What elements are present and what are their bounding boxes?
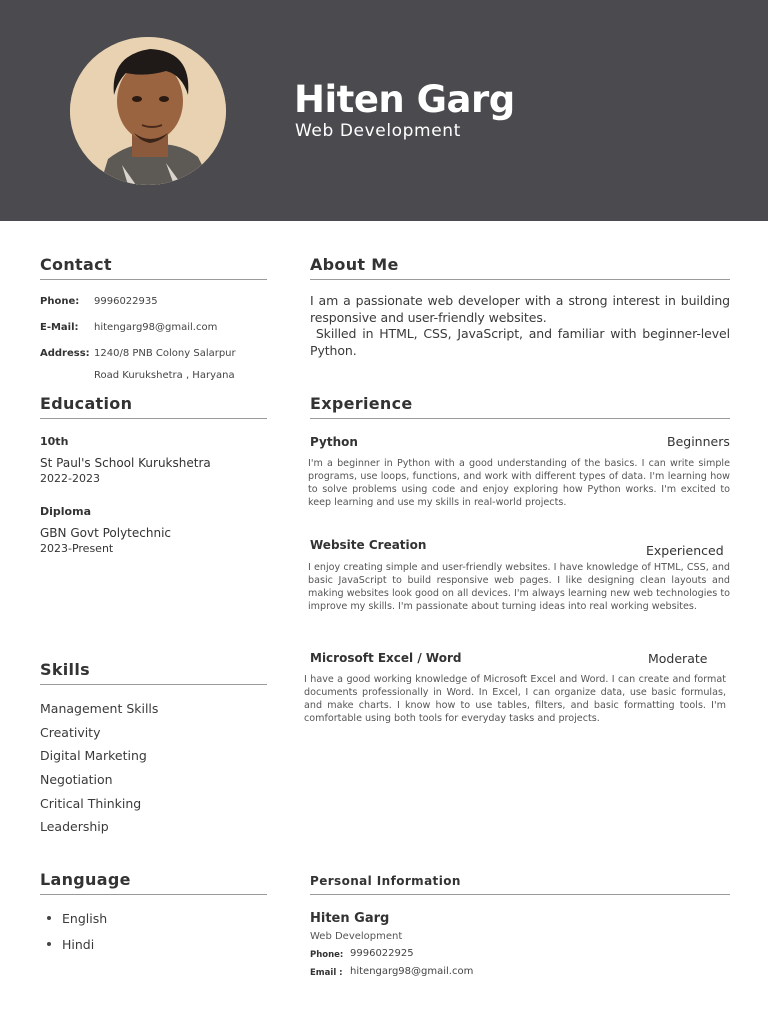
skill-item: Management Skills [40, 701, 159, 716]
education-level: 10th [40, 435, 69, 448]
contact-phone-value: 9996022935 [94, 296, 158, 307]
personal-info-title: Personal Information [310, 874, 461, 888]
skill-item: Leadership [40, 819, 109, 834]
bullet-icon [47, 942, 51, 946]
experience-item-level: Moderate [648, 651, 708, 666]
language-divider [40, 894, 267, 895]
education-school: St Paul's School Kurukshetra [40, 456, 211, 470]
profile-photo-icon [70, 37, 226, 185]
education-years: 2022-2023 [40, 472, 100, 485]
personal-email-value: hitengarg98@gmail.com [350, 966, 474, 977]
contact-title: Contact [40, 255, 112, 274]
personal-phone-value: 9996022925 [350, 948, 414, 959]
about-title: About Me [310, 255, 399, 274]
experience-item-title: Website Creation [310, 538, 427, 552]
experience-item-desc: I'm a beginner in Python with a good understanding of the basics. I can write simple programs, use loops, functions, and work with different types of data. I'm learning how to solve problems using code and enjoy exploring how Python works. I'm excited to keep learning and use my skills in real-world projects. [308, 458, 730, 508]
header-banner [0, 0, 768, 221]
contact-divider [40, 279, 267, 280]
about-text-line: Skilled in HTML, CSS, JavaScript, and familiar with beginner-level Python. [310, 326, 734, 358]
skills-title: Skills [40, 660, 90, 679]
language-item: Hindi [62, 937, 95, 952]
education-divider [40, 418, 267, 419]
language-title: Language [40, 870, 131, 889]
contact-address-label: Address: [40, 348, 90, 359]
skill-item: Digital Marketing [40, 748, 147, 763]
personal-email-label: Email : [310, 968, 343, 978]
contact-email-label: E-Mail: [40, 322, 79, 333]
experience-item-level: Experienced [646, 543, 724, 558]
contact-address-line2: Road Kurukshetra , Haryana [94, 370, 235, 381]
about-text [310, 293, 734, 359]
education-school: GBN Govt Polytechnic [40, 526, 171, 540]
skill-item: Creativity [40, 725, 101, 740]
experience-divider [310, 418, 730, 419]
bullet-icon [47, 916, 51, 920]
education-level: Diploma [40, 505, 91, 518]
experience-item-level: Beginners [667, 434, 730, 449]
skills-divider [40, 684, 267, 685]
contact-address-line1: 1240/8 PNB Colony Salarpur [94, 348, 236, 359]
contact-phone-label: Phone: [40, 296, 80, 307]
education-years: 2023-Present [40, 542, 114, 555]
header-name: Hiten Garg [294, 78, 515, 121]
contact-email-value: hitengarg98@gmail.com [94, 322, 218, 333]
personal-info-divider [310, 894, 730, 895]
about-text-line: I am a passionate web developer with a strong interest in building responsive and user-friendly websites. [310, 293, 730, 325]
education-title: Education [40, 394, 133, 413]
personal-name: Hiten Garg [310, 911, 390, 926]
experience-item-desc: I have a good working knowledge of Microsoft Excel and Word. I can create and format documents professionally in Word. In Excel, I can organize data, use basic formulas, and make charts. I know how to use tables, filters, and basic formatting tools. I'm comfortable using both tools for everyday tasks and projects. [304, 674, 726, 724]
header-role: Web Development [295, 121, 461, 141]
personal-role: Web Development [310, 931, 403, 942]
skill-item: Critical Thinking [40, 796, 142, 811]
language-item: English [62, 911, 108, 926]
experience-item-title: Microsoft Excel / Word [310, 651, 462, 665]
experience-title: Experience [310, 394, 413, 413]
experience-item-title: Python [310, 435, 358, 449]
about-divider [310, 279, 730, 280]
experience-item-desc: I enjoy creating simple and user-friendly websites. I have knowledge of HTML, CSS, and basic JavaScript to build responsive web pages. I like designing clean layouts and making websites look good on all devices. I'm always learning new web technologies to improve my skills. I'm passionate about turning ideas into real working websites. [308, 562, 730, 612]
avatar [70, 37, 226, 185]
personal-phone-label: Phone: [310, 950, 344, 960]
skill-item: Negotiation [40, 772, 113, 787]
